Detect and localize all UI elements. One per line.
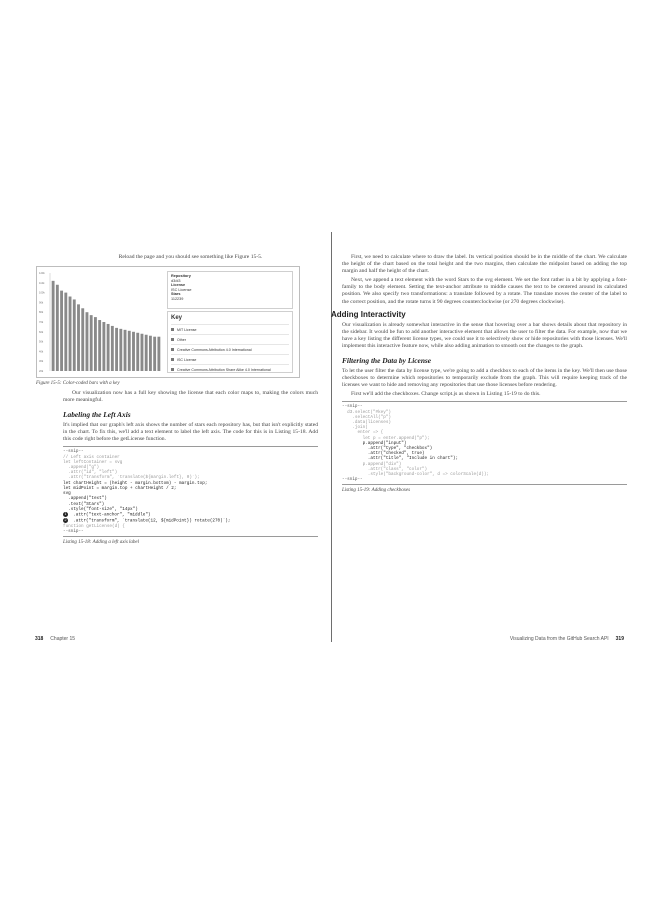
code-line: --snip-- [342, 477, 363, 483]
paragraph: Our visualization is already somewhat interactive in the sense that hovering over a bar shows details about that repository in the sidebar. It would be fun to add another interactive element that allows the user to filter the data. For example, now that we have a key listing the different license types, we could use it to selectively show or hide repositories with those licenses. We'll implement this interactive feature now, while also adding animation to smooth out the changes to the graph. [342, 321, 627, 349]
code-line: .style("font-size", "14px") [63, 506, 138, 512]
key-title: Key [171, 315, 183, 321]
running-footer-chapter: Visualizing Data from the GitHub Search API [509, 636, 609, 642]
code-line: .attr("transform", `translate(${margin.left}, 0)`); [63, 475, 200, 481]
code-line: let p = enter.append("p"); [342, 435, 430, 441]
key-item [171, 354, 289, 364]
code-line: .attr("transform", `translate(12, ${midPoint}) rotate(270)`); [68, 518, 231, 524]
chart-bar[interactable] [64, 293, 67, 371]
y-tick-label: 80k [39, 311, 44, 315]
paragraph: Next, we append a text element with the word Stars to the svg element. We set the font rather in a bit by applying a font-family to the body element. Setting the text-anchor attribute to middle causes the text to be centered around its calculated position. We also specify two transformations: a translate followed by a rotate. The translate moves the center of the label to the correct position, and the rotate turns it 90 degrees counterclockwise (or 270 degrees clockwise). [342, 277, 627, 305]
code-line: // Left axis container [63, 454, 120, 460]
chart-bar[interactable] [90, 315, 93, 371]
paragraph: First, we need to calculate where to draw the label. Its vertical position should be in the middle of the chart. We calculate the height of the chart based on the total height and the two margins, then calculate the midpoint based on adding the top margin and half the height of the chart. [342, 254, 627, 275]
chart-bar[interactable] [102, 322, 105, 371]
code-line: .attr("checked", true) [342, 451, 425, 457]
listing-caption: Listing 15-18: Adding a left axis label [63, 540, 140, 545]
paragraph: First we'll add the checkboxes. Change script.js as shown in Listing 15-19 to do this. [351, 391, 541, 398]
key-color-swatch [171, 368, 174, 371]
callout-2-icon: 2 [64, 517, 67, 522]
chart-bar[interactable] [111, 326, 114, 371]
paragraph: To let the user filter the data by license type, we're going to add a checkbox to each of the items in the key. We'll then use those checkboxes to determine which repositories to temporarily exclude from the graph. This will require keeping track of the licenses we want to hide and removing any repositories that use those licenses before rendering. [342, 368, 627, 389]
code-line: .attr("type", "checkbox") [342, 446, 433, 452]
code-line: enter => { [342, 430, 384, 436]
y-tick-label: 50k [39, 340, 44, 344]
running-footer-chapter: Chapter 15 [50, 636, 76, 642]
key-item-label: ISC License [177, 357, 197, 362]
chart-bar[interactable] [69, 297, 72, 371]
chart-bar[interactable] [94, 317, 97, 371]
page-number: 319 [615, 636, 624, 642]
chart-bar[interactable] [115, 328, 118, 371]
left-page-footer [35, 636, 75, 642]
chart-bar[interactable] [145, 335, 148, 371]
chart-bar[interactable] [77, 304, 80, 371]
code-line: p.append("input") [342, 440, 407, 446]
chart-bar[interactable] [73, 299, 76, 371]
y-tick-label: 60k [39, 330, 44, 334]
code-line: --snip-- [342, 404, 363, 410]
figure-caption: Figure 15-5: Color-coded bars with a key [36, 381, 120, 386]
stars-label: Stars [171, 292, 181, 297]
page-number: 318 [35, 636, 44, 642]
y-tick-label: 100k [39, 291, 45, 295]
key-color-swatch [171, 338, 174, 341]
code-line: d3.select("#key") [342, 409, 391, 415]
license-key-box [167, 311, 293, 373]
chart-bar[interactable] [132, 332, 135, 371]
code-listing-15-18 [63, 446, 318, 537]
callout-1-icon: 1 [64, 511, 67, 516]
chart-bar[interactable] [98, 320, 101, 371]
chart-bar[interactable] [128, 331, 131, 371]
y-tick-label: 90k [39, 301, 44, 305]
code-line: .data(licenses) [342, 420, 391, 426]
key-color-swatch [171, 328, 174, 331]
code-line: let midPoint = margin.top + chartHeight / 2; [63, 485, 177, 491]
code-line: .attr("id", "left") [63, 470, 118, 476]
code-line: .append("text") [63, 496, 107, 502]
paragraph: It's implied that our graph's left axis shows the number of stars each repository has, but that isn't explicitly stated in the chart. To fix this, we'll add a text element to label the left axis. The code for this is in Listing 15-18. Add this code right before the getLicense function. [63, 422, 318, 443]
right-page [331, 254, 627, 494]
paragraph: Our visualization now has a full key showing the license that each color maps to, making the colors much more meaningful. [63, 390, 318, 404]
key-item [171, 334, 289, 344]
page-gutter-divider [331, 232, 332, 642]
y-tick-label: 120k [39, 272, 45, 275]
chart-bar[interactable] [136, 333, 139, 371]
code-line: --snip-- [63, 528, 84, 534]
key-item [171, 364, 289, 374]
repository-value: d3/d3 [171, 278, 181, 283]
y-tick-label: 20k [39, 370, 44, 373]
code-line: let chartHeight = (height - margin.bottom) - margin.top; [63, 480, 208, 486]
license-label: License [171, 283, 186, 288]
y-tick-label: 40k [39, 350, 44, 354]
chart-bar[interactable] [153, 337, 156, 371]
key-color-swatch [171, 358, 174, 361]
y-tick-label: 110k [39, 281, 45, 285]
chart-bar[interactable] [86, 312, 89, 371]
stars-value: 112239 [171, 296, 184, 301]
code-listing-15-19 [342, 401, 627, 485]
chart-bar[interactable] [52, 281, 55, 371]
chart-bar[interactable] [141, 334, 144, 371]
code-line: let leftContainer = svg [63, 459, 123, 465]
right-page-footer [510, 636, 624, 642]
code-line: .style("background-color", d => colorScale(d)); [342, 472, 489, 478]
subheading-labeling-left-axis: Labeling the Left Axis [63, 410, 131, 420]
listing-caption: Listing 15-19: Adding checkboxes [342, 488, 411, 494]
left-page [36, 254, 318, 545]
chart-bar[interactable] [119, 329, 122, 371]
chart-bar[interactable] [157, 337, 160, 371]
repository-info-box [167, 271, 293, 309]
chart-bar[interactable] [107, 324, 110, 371]
section-heading-adding-interactivity: Adding Interactivity [331, 309, 406, 319]
y-tick-label: 70k [39, 321, 44, 324]
code-line: .attr("text-anchor", "middle") [68, 512, 151, 518]
key-item-label: MIT License [177, 327, 197, 332]
key-item-label: Creative Commons Attribution 4.0 International [177, 347, 252, 352]
figure-lead-sentence: Reload the page and you should see something like Figure 15-5. [118, 254, 263, 260]
key-color-swatch [171, 348, 174, 351]
repository-label: Repository [171, 274, 191, 278]
key-item-label: Creative Commons Attribution Share Alike 4.0 International [177, 367, 271, 372]
y-tick-label: 30k [39, 360, 44, 364]
subheading-filtering-data: Filtering the Data by License [342, 356, 432, 366]
chart-bar[interactable] [81, 308, 84, 371]
chart-bar[interactable] [60, 291, 63, 371]
chart-bar[interactable] [56, 285, 59, 371]
code-line: p.append("div") [342, 461, 402, 467]
code-line: .attr("class", "color") [342, 466, 428, 472]
code-line: .append("g") [63, 465, 100, 471]
code-line: function getLicense(d) { [63, 523, 125, 529]
code-line: --snip-- [63, 449, 84, 455]
code-line: .join( [342, 425, 368, 431]
chart-bar[interactable] [149, 336, 152, 371]
key-item [171, 344, 289, 354]
key-item-label: Other [177, 337, 186, 342]
code-line: .text("Stars") [63, 501, 105, 507]
code-line: .attr("title", "Include in chart"); [342, 456, 459, 462]
code-line: svg [63, 491, 71, 497]
bar-chart [37, 267, 165, 377]
license-value: ISC License [171, 287, 192, 292]
chart-bar[interactable] [124, 330, 127, 371]
key-item [171, 324, 289, 334]
code-line: .selectAll("p") [342, 414, 391, 420]
figure-15-5 [36, 266, 300, 378]
